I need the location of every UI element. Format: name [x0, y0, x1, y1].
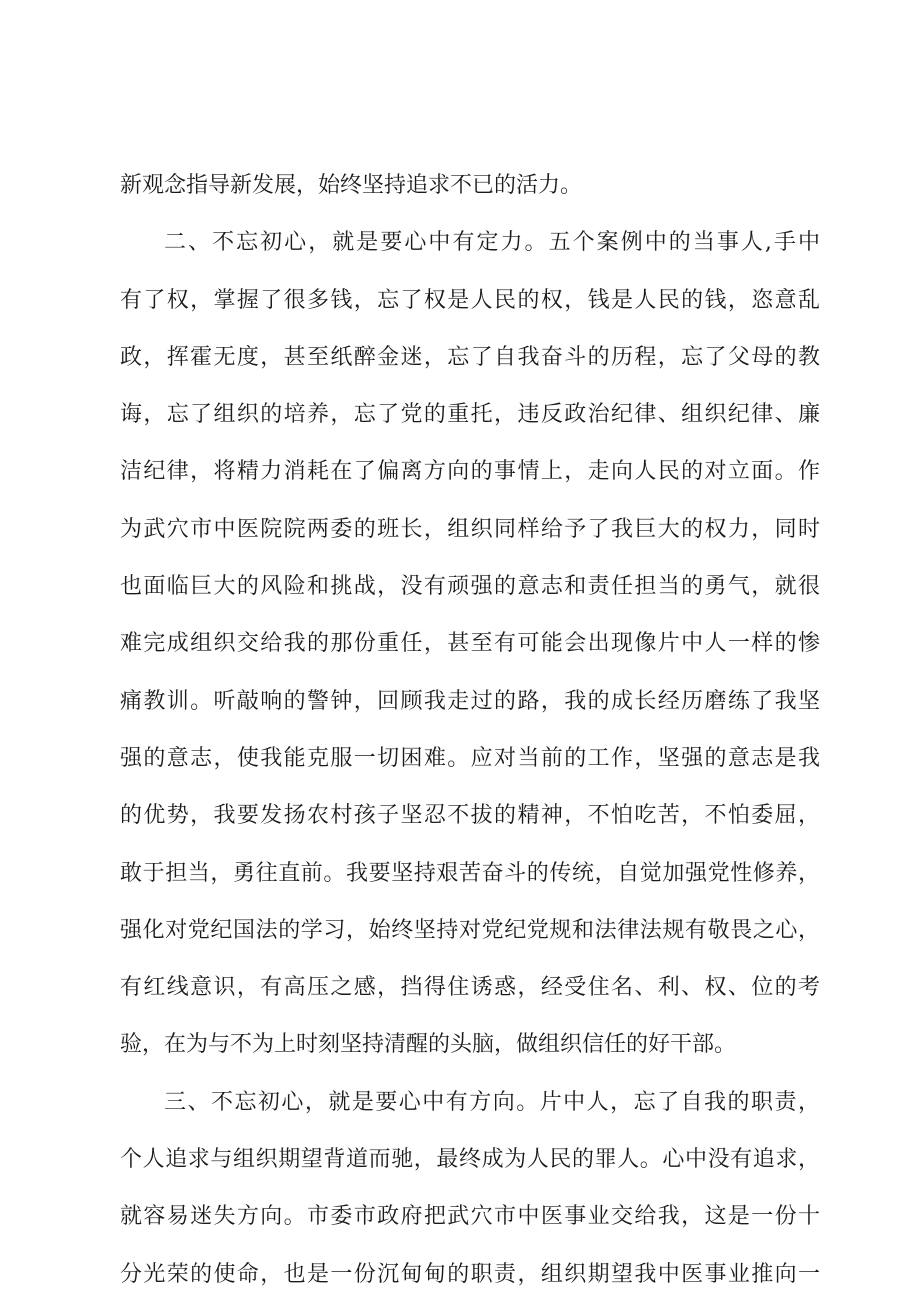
text-line: 强化对党纪国法的学习，始终坚持对党纪党规和法律法规有敬畏之心， — [120, 917, 820, 943]
text-line: 就容易迷失方向。市委市政府把武穴市中医事业交给我，这是一份十 — [120, 1204, 820, 1230]
text-line: 个人追求与组织期望背道而驰，最终成为人民的罪人。心中没有追求， — [120, 1147, 820, 1173]
text-line: 诲，忘了组织的培养，忘了党的重托，违反政治纪律、组织纪律、廉 — [120, 402, 820, 428]
text-line: 难完成组织交给我的那份重任，甚至有可能会出现像片中人一样的惨 — [120, 631, 820, 657]
text-line: 洁纪律，将精力消耗在了偏离方向的事情上，走向人民的对立面。作 — [120, 459, 820, 485]
text-line: 痛教训。听敲响的警钟，回顾我走过的路，我的成长经历磨练了我坚 — [120, 688, 820, 714]
text-line: 分光荣的使命，也是一份沉甸甸的职责，组织期望我中医事业推向一 — [120, 1261, 820, 1287]
text-line: 政，挥霍无度，甚至纸醉金迷，忘了自我奋斗的历程，忘了父母的教 — [120, 344, 820, 370]
body-text — [120, 157, 820, 1303]
text-line: 有了权，掌握了很多钱，忘了权是人民的权，钱是人民的钱，恣意乱 — [120, 287, 820, 313]
text-line: 二、不忘初心，就是要心中有定力。五个案例中的当事人,手中 — [164, 230, 820, 256]
text-line: 三、不忘初心，就是要心中有方向。片中人，忘了自我的职责， — [164, 1089, 820, 1115]
text-line: 新观念指导新发展，始终坚持追求不已的活力。 — [120, 173, 583, 198]
text-line: 有红线意识，有高压之感，挡得住诱惑，经受住名、利、权、位的考 — [120, 975, 820, 1001]
text-line: 也面临巨大的风险和挑战，没有顽强的意志和责任担当的勇气，就很 — [120, 574, 820, 600]
text-line: 的优势，我要发扬农村孩子坚忍不拔的精神，不怕吃苦，不怕委屈， — [120, 803, 820, 829]
text-line: 验，在为与不为上时刻坚持清醒的头脑，做组织信任的好干部。 — [120, 1032, 737, 1058]
text-line: 为武穴市中医院院两委的班长，组织同样给予了我巨大的权力，同时 — [120, 516, 820, 542]
text-line: 敢于担当，勇往直前。我要坚持艰苦奋斗的传统，自觉加强党性修养， — [120, 860, 820, 886]
text-line: 强的意志，使我能克服一切困难。应对当前的工作，坚强的意志是我 — [120, 745, 820, 771]
